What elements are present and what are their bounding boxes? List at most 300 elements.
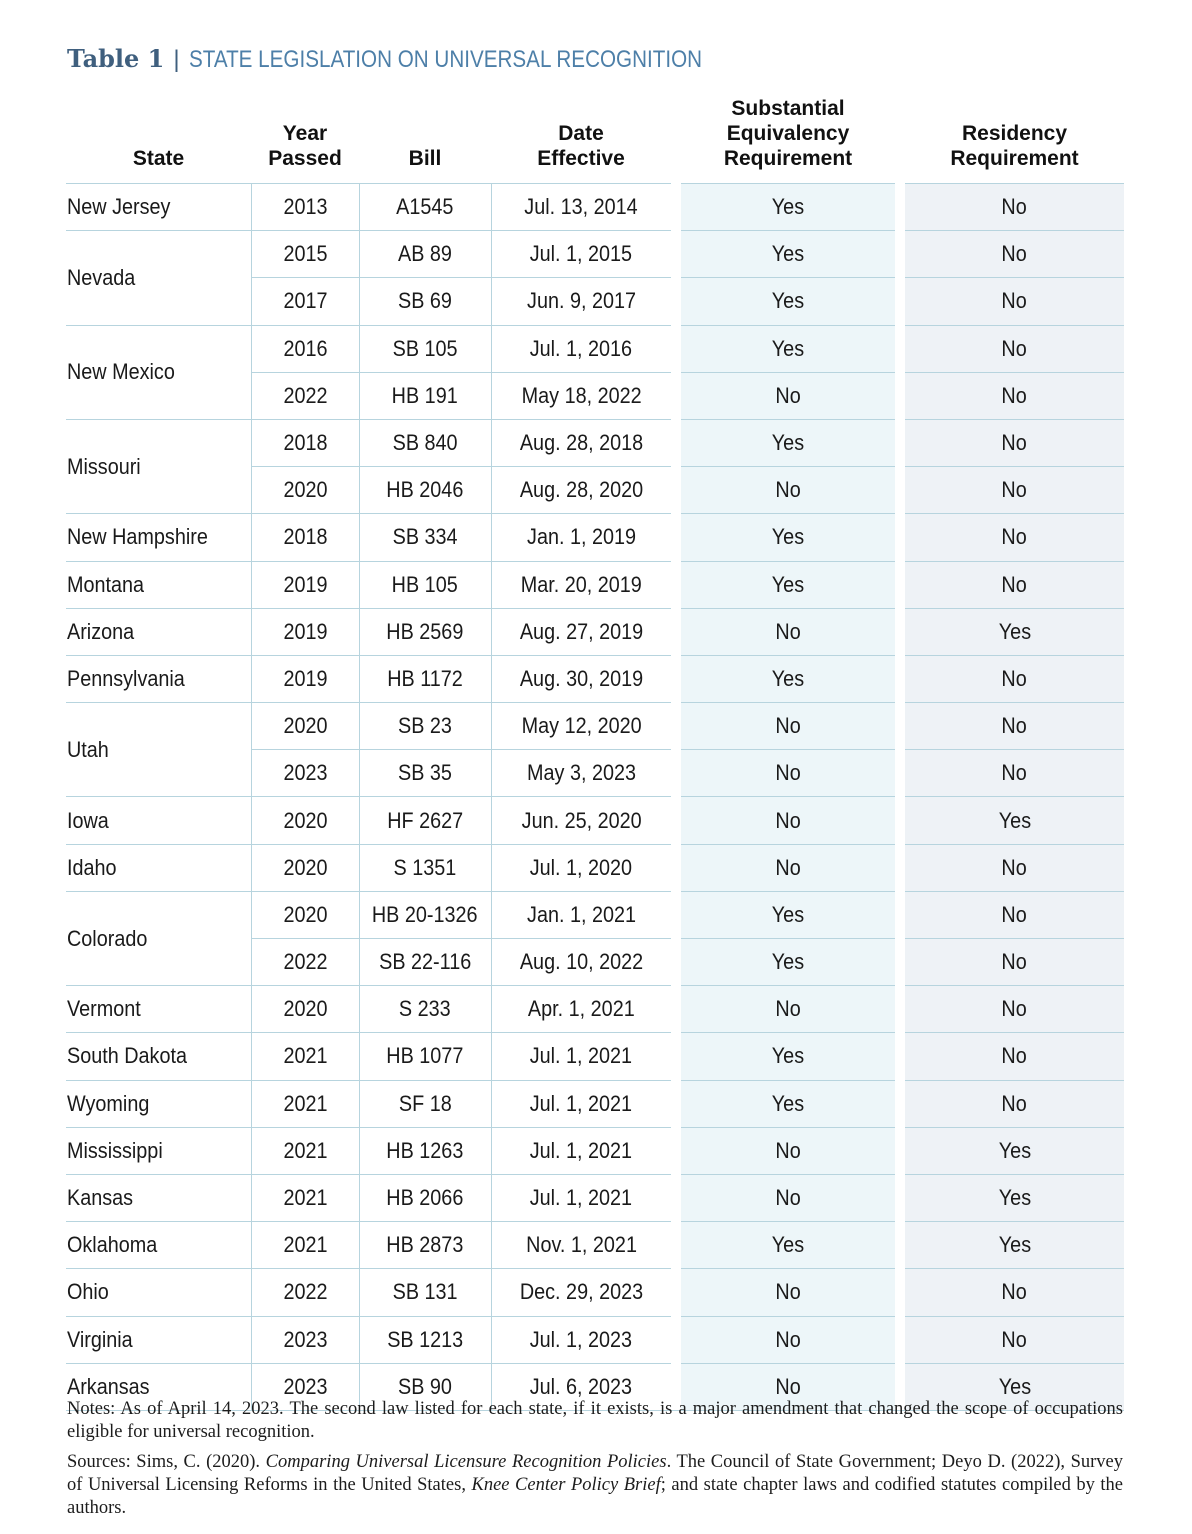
table-row — [66, 561, 1124, 608]
date-effective-cell-text: Dec. 29, 2023 — [519, 1279, 643, 1305]
year-passed-cell — [251, 703, 359, 750]
substantial-equivalency-cell-text: No — [775, 996, 801, 1022]
residency-cell — [905, 1174, 1124, 1221]
date-effective-cell-text: Jul. 1, 2021 — [530, 1137, 633, 1163]
residency-cell — [905, 608, 1124, 655]
state-cell — [66, 419, 251, 513]
bill-cell-text: HB 191 — [391, 382, 459, 408]
header-gap — [671, 96, 681, 184]
residency-cell — [905, 1080, 1124, 1127]
substantial-equivalency-cell-text: Yes — [771, 1043, 805, 1069]
year-passed-cell — [251, 514, 359, 561]
year-passed-cell-text: 2022 — [282, 382, 328, 408]
table-row — [66, 1033, 1124, 1080]
substantial-equivalency-cell — [681, 372, 895, 419]
bill-cell — [359, 750, 491, 797]
legislation-table — [66, 96, 1124, 1411]
bill-cell — [359, 986, 491, 1033]
year-passed-cell-text: 2016 — [282, 335, 328, 361]
sources-prefix: Sources: Sims, C. (2020). — [67, 1452, 266, 1472]
date-effective-cell-text: Mar. 20, 2019 — [520, 571, 642, 597]
date-effective-cell — [491, 986, 671, 1033]
column-gap — [895, 1174, 905, 1221]
substantial-equivalency-cell — [681, 1127, 895, 1174]
substantial-equivalency-cell-text: No — [775, 760, 801, 786]
substantial-equivalency-cell — [681, 703, 895, 750]
residency-cell-text: No — [1001, 430, 1028, 456]
column-gap — [895, 278, 905, 325]
column-gap — [671, 891, 681, 938]
state-cell — [66, 608, 251, 655]
year-passed-cell — [251, 278, 359, 325]
year-passed-cell — [251, 939, 359, 986]
column-gap — [895, 655, 905, 702]
substantial-equivalency-cell-text: Yes — [771, 430, 805, 456]
substantial-equivalency-cell-text: Yes — [771, 901, 805, 927]
substantial-equivalency-cell — [681, 419, 895, 466]
bill-cell — [359, 939, 491, 986]
bill-cell-text: S 233 — [399, 996, 451, 1022]
state-cell — [66, 891, 251, 985]
residency-cell-text: Yes — [998, 618, 1031, 644]
bill-cell-text: A1545 — [396, 194, 454, 220]
state-cell-text: Idaho — [67, 854, 117, 880]
bill-cell-text: SB 1213 — [387, 1326, 463, 1352]
substantial-equivalency-cell — [681, 184, 895, 231]
year-passed-cell-text: 2018 — [282, 524, 328, 550]
residency-cell-text: Yes — [998, 1185, 1031, 1211]
substantial-equivalency-cell-text: Yes — [771, 335, 805, 361]
substantial-equivalency-cell-text: No — [775, 1185, 801, 1211]
table-row — [66, 1174, 1124, 1221]
substantial-equivalency-cell-text: Yes — [771, 288, 805, 314]
date-effective-cell-text: Jul. 13, 2014 — [524, 194, 638, 220]
residency-cell — [905, 1316, 1124, 1363]
year-passed-cell — [251, 1033, 359, 1080]
date-effective-cell — [491, 703, 671, 750]
date-effective-cell — [491, 1174, 671, 1221]
substantial-equivalency-cell — [681, 1316, 895, 1363]
bill-cell — [359, 561, 491, 608]
column-gap — [671, 655, 681, 702]
date-effective-cell-text: Jul. 6, 2023 — [530, 1373, 633, 1399]
state-cell-text: New Mexico — [67, 359, 175, 385]
residency-cell-text: Yes — [998, 807, 1031, 833]
date-effective-cell-text: May 3, 2023 — [526, 760, 636, 786]
state-cell — [66, 655, 251, 702]
column-gap — [895, 750, 905, 797]
substantial-equivalency-cell — [681, 1269, 895, 1316]
substantial-equivalency-cell-text: No — [775, 382, 801, 408]
substantial-equivalency-cell-text: Yes — [771, 571, 805, 597]
date-effective-cell — [491, 1316, 671, 1363]
header-residency: Residency Requirement — [950, 122, 1079, 170]
year-passed-cell-text: 2023 — [282, 760, 328, 786]
residency-cell-text: Yes — [998, 1232, 1031, 1258]
bill-cell — [359, 1033, 491, 1080]
residency-cell — [905, 1033, 1124, 1080]
state-cell-text: South Dakota — [67, 1043, 187, 1069]
date-effective-cell-text: Nov. 1, 2021 — [525, 1232, 637, 1258]
state-cell-text: Arizona — [67, 618, 135, 644]
header-date-effective: Date Effective — [537, 122, 625, 170]
substantial-equivalency-cell — [681, 561, 895, 608]
year-passed-cell-text: 2017 — [282, 288, 328, 314]
date-effective-cell — [491, 231, 671, 278]
residency-cell — [905, 231, 1124, 278]
column-gap — [671, 939, 681, 986]
date-effective-cell-text: May 12, 2020 — [521, 713, 642, 739]
table-row — [66, 608, 1124, 655]
header-bill: Bill — [408, 147, 442, 170]
column-gap — [895, 1222, 905, 1269]
date-effective-cell-text: Jul. 1, 2021 — [530, 1185, 633, 1211]
column-gap — [671, 1033, 681, 1080]
date-effective-cell — [491, 325, 671, 372]
column-gap — [671, 1127, 681, 1174]
substantial-equivalency-cell-text: Yes — [771, 949, 805, 975]
table-row — [66, 419, 1124, 466]
table-row — [66, 1080, 1124, 1127]
bill-cell — [359, 1127, 491, 1174]
residency-cell — [905, 939, 1124, 986]
table-row — [66, 1316, 1124, 1363]
substantial-equivalency-cell — [681, 514, 895, 561]
year-passed-cell — [251, 372, 359, 419]
bill-cell-text: HB 20-1326 — [372, 901, 478, 927]
year-passed-cell — [251, 750, 359, 797]
year-passed-cell-text: 2023 — [282, 1373, 328, 1399]
bill-cell-text: HF 2627 — [387, 807, 463, 833]
date-effective-cell — [491, 419, 671, 466]
residency-cell-text: Yes — [998, 1137, 1031, 1163]
substantial-equivalency-cell — [681, 1080, 895, 1127]
column-gap — [671, 372, 681, 419]
column-gap — [671, 703, 681, 750]
date-effective-cell — [491, 1080, 671, 1127]
residency-cell-text: No — [1001, 1326, 1028, 1352]
residency-cell-text: No — [1001, 382, 1028, 408]
residency-cell — [905, 372, 1124, 419]
year-passed-cell — [251, 1222, 359, 1269]
bill-cell — [359, 419, 491, 466]
bill-cell — [359, 797, 491, 844]
date-effective-cell-text: May 18, 2022 — [521, 382, 642, 408]
state-cell — [66, 797, 251, 844]
date-effective-cell — [491, 1222, 671, 1269]
substantial-equivalency-cell — [681, 467, 895, 514]
residency-cell-text: No — [1001, 949, 1028, 975]
column-gap — [895, 1033, 905, 1080]
state-cell — [66, 1127, 251, 1174]
year-passed-cell — [251, 561, 359, 608]
column-gap — [671, 419, 681, 466]
residency-cell-text: No — [1001, 288, 1028, 314]
bill-cell — [359, 231, 491, 278]
state-cell-text: Iowa — [67, 807, 109, 833]
state-cell — [66, 561, 251, 608]
sources-middle: . The Council of State Government; Deyo D. (2022), Survey of Universal Licensing Reforms in the United States, — [67, 1452, 1123, 1495]
residency-cell — [905, 986, 1124, 1033]
year-passed-cell-text: 2020 — [282, 713, 328, 739]
year-passed-cell-text: 2015 — [282, 241, 328, 267]
year-passed-cell-text: 2013 — [282, 194, 328, 220]
residency-cell — [905, 750, 1124, 797]
state-cell — [66, 1316, 251, 1363]
bill-cell-text: HB 1263 — [386, 1137, 464, 1163]
date-effective-cell-text: Jul. 1, 2021 — [530, 1043, 633, 1069]
substantial-equivalency-cell — [681, 608, 895, 655]
state-cell-text: New Jersey — [67, 194, 171, 220]
date-effective-cell — [491, 372, 671, 419]
header-row — [66, 96, 1124, 184]
date-effective-cell — [491, 750, 671, 797]
state-cell — [66, 231, 251, 325]
column-gap — [895, 703, 905, 750]
bill-cell-text: SB 105 — [392, 335, 458, 361]
substantial-equivalency-cell-text: No — [775, 713, 801, 739]
table-row — [66, 325, 1124, 372]
header-substantial-equivalency: Substantial Equivalency Requirement — [723, 97, 853, 170]
sources-text — [67, 1451, 1123, 1520]
state-cell-text: Missouri — [67, 453, 141, 479]
column-gap — [671, 608, 681, 655]
table-row — [66, 184, 1124, 231]
year-passed-cell-text: 2020 — [282, 477, 328, 503]
state-cell-text: Wyoming — [67, 1090, 150, 1116]
year-passed-cell-text: 2020 — [282, 807, 328, 833]
state-cell-text: New Hampshire — [67, 524, 208, 550]
substantial-equivalency-cell-text: No — [775, 618, 801, 644]
bill-cell-text: SB 35 — [398, 760, 452, 786]
date-effective-cell — [491, 891, 671, 938]
table-number: Table 1 — [67, 44, 165, 73]
substantial-equivalency-cell — [681, 278, 895, 325]
residency-cell — [905, 419, 1124, 466]
date-effective-cell — [491, 184, 671, 231]
bill-cell — [359, 844, 491, 891]
title-separator: | — [173, 46, 180, 73]
residency-cell — [905, 844, 1124, 891]
substantial-equivalency-cell — [681, 325, 895, 372]
residency-cell — [905, 184, 1124, 231]
state-cell — [66, 986, 251, 1033]
substantial-equivalency-cell-text: Yes — [771, 665, 805, 691]
state-cell-text: Virginia — [67, 1326, 133, 1352]
year-passed-cell-text: 2021 — [282, 1232, 328, 1258]
residency-cell-text: No — [1001, 1279, 1028, 1305]
date-effective-cell-text: Jul. 1, 2023 — [530, 1326, 633, 1352]
substantial-equivalency-cell — [681, 891, 895, 938]
table-row — [66, 231, 1124, 278]
state-cell-text: Vermont — [67, 996, 141, 1022]
date-effective-cell — [491, 514, 671, 561]
bill-cell-text: SB 69 — [398, 288, 452, 314]
state-cell-text: Nevada — [67, 264, 136, 290]
state-cell-text: Arkansas — [67, 1373, 150, 1399]
date-effective-cell — [491, 939, 671, 986]
column-gap — [671, 1080, 681, 1127]
column-gap — [671, 750, 681, 797]
column-gap — [895, 797, 905, 844]
bill-cell — [359, 1222, 491, 1269]
substantial-equivalency-cell — [681, 750, 895, 797]
state-cell-text: Pennsylvania — [67, 665, 185, 691]
column-gap — [671, 1174, 681, 1221]
bill-cell-text: HB 2873 — [386, 1232, 464, 1258]
column-gap — [671, 986, 681, 1033]
substantial-equivalency-cell-text: Yes — [771, 194, 805, 220]
notes-text: Notes: As of April 14, 2023. The second law listed for each state, if it exists, is a major amendment that changed the scope of occupations eligible for universal recognition. — [67, 1399, 1123, 1442]
column-gap — [671, 467, 681, 514]
date-effective-cell-text: Apr. 1, 2021 — [527, 996, 635, 1022]
bill-cell-text: HB 1077 — [386, 1043, 464, 1069]
date-effective-cell-text: Jul. 1, 2021 — [530, 1090, 633, 1116]
substantial-equivalency-cell-text: Yes — [771, 241, 805, 267]
state-cell — [66, 844, 251, 891]
table-row — [66, 514, 1124, 561]
column-gap — [671, 561, 681, 608]
bill-cell-text: AB 89 — [398, 241, 452, 267]
residency-cell-text: No — [1001, 335, 1028, 361]
substantial-equivalency-cell-text: No — [775, 807, 801, 833]
state-cell-text: Montana — [67, 571, 145, 597]
date-effective-cell-text: Jan. 1, 2019 — [526, 524, 636, 550]
bill-cell-text: HB 2046 — [386, 477, 464, 503]
date-effective-cell — [491, 561, 671, 608]
bill-cell — [359, 514, 491, 561]
date-effective-cell-text: Jul. 1, 2020 — [530, 854, 633, 880]
state-cell — [66, 1080, 251, 1127]
residency-cell — [905, 514, 1124, 561]
column-gap — [895, 419, 905, 466]
residency-cell-text: No — [1001, 524, 1028, 550]
state-cell-text: Mississippi — [67, 1137, 163, 1163]
bill-cell — [359, 1269, 491, 1316]
year-passed-cell-text: 2018 — [282, 430, 328, 456]
residency-cell-text: No — [1001, 996, 1028, 1022]
year-passed-cell — [251, 1174, 359, 1221]
residency-cell — [905, 655, 1124, 702]
bill-cell-text: SB 334 — [392, 524, 458, 550]
residency-cell-text: No — [1001, 1090, 1028, 1116]
state-cell-text: Oklahoma — [67, 1232, 158, 1258]
bill-cell-text: SB 90 — [398, 1373, 452, 1399]
bill-cell — [359, 608, 491, 655]
substantial-equivalency-cell-text: No — [775, 477, 801, 503]
residency-cell-text: No — [1001, 713, 1028, 739]
bill-cell — [359, 467, 491, 514]
date-effective-cell — [491, 467, 671, 514]
bill-cell-text: S 1351 — [393, 854, 457, 880]
year-passed-cell — [251, 1316, 359, 1363]
year-passed-cell — [251, 655, 359, 702]
substantial-equivalency-cell — [681, 655, 895, 702]
substantial-equivalency-cell-text: No — [775, 854, 801, 880]
residency-cell — [905, 278, 1124, 325]
date-effective-cell-text: Aug. 27, 2019 — [519, 618, 643, 644]
column-gap — [895, 608, 905, 655]
date-effective-cell — [491, 797, 671, 844]
substantial-equivalency-cell — [681, 1222, 895, 1269]
column-gap — [895, 372, 905, 419]
substantial-equivalency-cell-text: Yes — [771, 1232, 805, 1258]
bill-cell-text: SB 131 — [392, 1279, 458, 1305]
table-row — [66, 986, 1124, 1033]
residency-cell-text: No — [1001, 854, 1028, 880]
year-passed-cell-text: 2022 — [282, 949, 328, 975]
sources-end: ; and state chapter laws and codified statutes compiled by the authors. — [67, 1475, 1124, 1518]
bill-cell — [359, 1080, 491, 1127]
column-gap — [895, 561, 905, 608]
date-effective-cell — [491, 1033, 671, 1080]
state-cell — [66, 1269, 251, 1316]
bill-cell-text: HB 2066 — [386, 1185, 464, 1211]
table-row — [66, 844, 1124, 891]
bill-cell-text: SF 18 — [398, 1090, 452, 1116]
column-gap — [671, 1316, 681, 1363]
sources-title-2: Knee Center Policy Brief — [471, 1475, 661, 1495]
column-gap — [671, 1222, 681, 1269]
date-effective-cell-text: Jun. 9, 2017 — [526, 288, 636, 314]
residency-cell-text: No — [1001, 477, 1028, 503]
residency-cell — [905, 325, 1124, 372]
column-gap — [895, 986, 905, 1033]
year-passed-cell — [251, 986, 359, 1033]
bill-cell-text: SB 22-116 — [378, 949, 472, 975]
column-gap — [671, 797, 681, 844]
state-cell — [66, 514, 251, 561]
year-passed-cell — [251, 467, 359, 514]
date-effective-cell — [491, 1127, 671, 1174]
substantial-equivalency-cell — [681, 1174, 895, 1221]
residency-cell-text: Yes — [998, 1373, 1031, 1399]
substantial-equivalency-cell-text: No — [775, 1279, 801, 1305]
column-gap — [895, 1269, 905, 1316]
column-gap — [895, 1316, 905, 1363]
column-gap — [671, 514, 681, 561]
table-title — [67, 44, 785, 74]
state-cell — [66, 1174, 251, 1221]
column-gap — [895, 184, 905, 231]
year-passed-cell — [251, 844, 359, 891]
bill-cell-text: HB 105 — [391, 571, 459, 597]
substantial-equivalency-cell — [681, 797, 895, 844]
year-passed-cell — [251, 325, 359, 372]
date-effective-cell-text: Jun. 25, 2020 — [521, 807, 642, 833]
bill-cell — [359, 891, 491, 938]
state-cell-text: Kansas — [67, 1185, 134, 1211]
substantial-equivalency-cell — [681, 1033, 895, 1080]
year-passed-cell — [251, 891, 359, 938]
date-effective-cell-text: Aug. 10, 2022 — [519, 949, 643, 975]
bill-cell — [359, 278, 491, 325]
state-cell — [66, 184, 251, 231]
residency-cell — [905, 891, 1124, 938]
year-passed-cell-text: 2021 — [282, 1043, 328, 1069]
column-gap — [895, 891, 905, 938]
date-effective-cell — [491, 1269, 671, 1316]
residency-cell-text: No — [1001, 194, 1028, 220]
residency-cell — [905, 797, 1124, 844]
date-effective-cell — [491, 844, 671, 891]
bill-cell — [359, 184, 491, 231]
column-gap — [671, 278, 681, 325]
column-gap — [895, 939, 905, 986]
sources-title-1: Comparing Universal Licensure Recognition Policies — [265, 1452, 667, 1472]
residency-cell — [905, 1269, 1124, 1316]
residency-cell-text: No — [1001, 665, 1028, 691]
